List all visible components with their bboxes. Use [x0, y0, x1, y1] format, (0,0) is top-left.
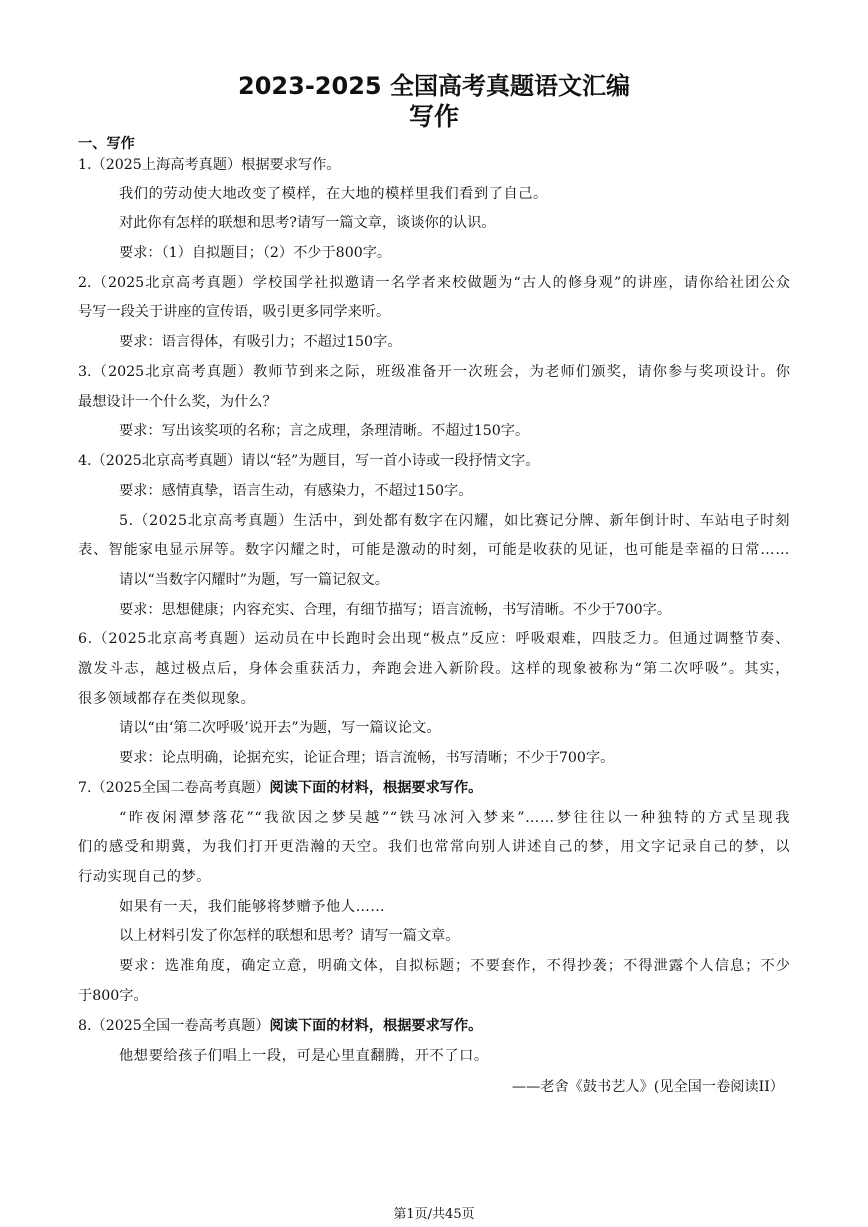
question-6-line-1: 6.（2025北京高考真题）运动员在中长跑时会出现“极点”反应：呼吸艰难，四肢乏力。但通过调整节奏、: [78, 631, 790, 647]
question-1-heading: 1.（2025上海高考真题）根据要求写作。: [78, 157, 341, 173]
question-2-line-2: 号写一段关于讲座的宣传语，吸引更多同学来听。: [78, 304, 391, 320]
question-3-requirements: 要求：写出该奖项的名称；言之成理，条理清晰。不超过150字。: [119, 423, 530, 439]
page-subtitle: 写作: [408, 102, 459, 131]
question-7-instruction: 阅读下面的材料，根据要求写作。: [269, 780, 483, 796]
question-6-requirements: 要求：论点明确，论据充实，论证合理；语言流畅，书写清晰；不少于700字。: [119, 750, 615, 766]
question-5-requirements: 要求：思想健康；内容充实、合理，有细节描写；语言流畅，书写清晰。不少于700字。: [119, 602, 672, 618]
question-1-material: 我们的劳动使大地改变了模样，在大地的模样里我们看到了自己。: [119, 186, 548, 202]
question-4-heading: 4.（2025北京高考真题）请以“轻”为题目，写一首小诗或一段抒情文字。: [78, 453, 540, 469]
question-7-material-line-3: 行动实现自己的梦。: [78, 869, 212, 885]
question-6-line-3: 很多领域都存在类似现象。: [78, 691, 256, 707]
question-2-requirements: 要求：语言得体，有吸引力；不超过150字。: [119, 334, 402, 350]
question-8-attribution: ——老舍《鼓书艺人》(见全国一卷阅读II）: [511, 1079, 784, 1095]
question-3-line-2: 最想设计一个什么奖，为什么？: [78, 394, 277, 410]
question-7-heading: [78, 779, 790, 797]
question-7-requirements-line-2: 于800字。: [78, 988, 148, 1004]
question-7-material-line-4: 如果有一天，我们能够将梦赠予他人……: [119, 899, 386, 915]
section-heading: 一、写作: [78, 136, 135, 152]
question-7-material-line-2: 们的感受和期冀，为我们打开更浩瀚的天空。我们也常常向别人讲述自己的梦，用文字记录自己的梦，以: [78, 839, 790, 855]
question-1-prompt: 对此你有怎样的联想和思考?请写一篇文章，谈谈你的认识。: [119, 215, 496, 231]
question-7-requirements-line-1: 要求：选准角度，确定立意，明确文体，自拟标题；不要套作，不得抄袭；不得泄露个人信息；不少: [119, 958, 790, 974]
question-8-heading: [78, 1017, 790, 1035]
question-4-requirements: 要求：感情真挚，语言生动，有感染力，不超过150字。: [119, 483, 473, 499]
question-6-line-2: 激发斗志，越过极点后，身体会重获活力，奔跑会进入新阶段。这样的现象被称为“第二次呼吸”。其实，: [78, 661, 790, 677]
question-7-material-line-1: “昨夜闲潭梦落花”“我欲因之梦吴越”“铁马冰河入梦来”……梦往往以一种独特的方式呈现我: [119, 810, 790, 826]
question-5-line-2: 表、智能家电显示屏等。数字闪耀之时，可能是激动的时刻，可能是收获的见证，也可能是幸福的日常……: [78, 542, 790, 558]
page-title: 2023-2025 全国高考真题语文汇编: [238, 72, 630, 100]
question-8-material: 他想要给孩子们唱上一段，可是心里直翻腾，开不了口。: [119, 1048, 489, 1064]
question-5-prompt: 请以“当数字闪耀时”为题，写一篇记叙文。: [119, 572, 389, 588]
question-8-source: 8.（2025全国一卷高考真题）: [78, 1018, 270, 1034]
question-3-line-1: 3.（2025北京高考真题）教师节到来之际，班级准备开一次班会，为老师们颁奖，请你参与奖项设计。你: [78, 364, 790, 380]
question-7-prompt: 以上材料引发了你怎样的联想和思考？请写一篇文章。: [119, 928, 460, 944]
question-7-source: 7.（2025全国二卷高考真题）: [78, 780, 270, 796]
page-number: 第1页/共45页: [393, 1207, 475, 1222]
question-1-requirements: 要求：（1）自拟题目；（2）不少于800字。: [119, 245, 392, 261]
question-8-instruction: 阅读下面的材料，根据要求写作。: [269, 1018, 483, 1034]
question-6-prompt: 请以“由‘第二次呼吸’说开去”为题，写一篇议论文。: [119, 720, 441, 736]
question-5-line-1: 5.（2025北京高考真题）生活中，到处都有数字在闪耀，如比赛记分牌、新年倒计时、车站电子时刻: [119, 513, 790, 529]
question-2-line-1: 2.（2025北京高考真题）学校国学社拟邀请一名学者来校做题为“古人的修身观”的讲座，请你给社团公众: [78, 275, 790, 291]
